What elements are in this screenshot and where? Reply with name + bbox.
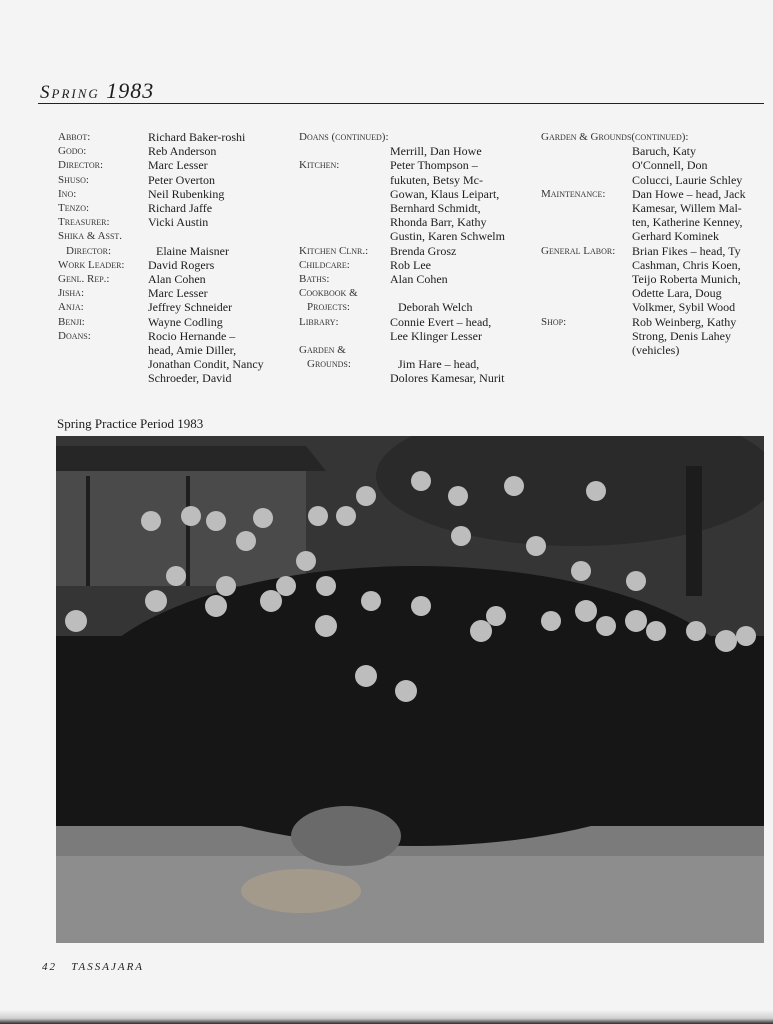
person-names: Gowan, Klaus Leipart, [390, 186, 500, 201]
role-label [299, 201, 390, 215]
role-label: Director: [58, 159, 104, 172]
roster-column-2 [299, 130, 529, 386]
title-season: Spring [40, 82, 100, 103]
person-names: Connie Evert – head, [390, 314, 492, 329]
roster-row [299, 258, 529, 272]
person-names [148, 229, 293, 243]
role-label [541, 229, 632, 243]
roster-row [541, 300, 765, 314]
role-label: General Labor: [541, 244, 616, 257]
role-label: Genl. Rep.: [58, 273, 110, 286]
roster-row [299, 158, 529, 172]
role-label [541, 215, 632, 229]
person-names: Peter Thompson – [390, 158, 478, 173]
person-names: Richard Baker-roshi [148, 130, 246, 144]
person-names [688, 130, 765, 144]
roster-row [541, 329, 765, 343]
role-label [541, 158, 632, 172]
roster-row [541, 343, 765, 357]
role-label [58, 371, 148, 385]
roster-row [541, 272, 765, 286]
person-names: Peter Overton [148, 172, 215, 187]
person-names: Rocio Hernande – [148, 328, 236, 343]
person-names: Cashman, Chris Koen, [632, 257, 741, 272]
role-label [541, 272, 632, 286]
roster-row [58, 201, 293, 215]
person-names: Teijo Roberta Munich, [632, 272, 741, 287]
role-label: Anja: [58, 301, 84, 314]
roster-row [541, 130, 765, 144]
roster-row [299, 343, 529, 357]
person-names: Strong, Denis Lahey [632, 328, 731, 343]
roster-column-3 [541, 130, 765, 357]
role-label: Doans: [58, 329, 91, 342]
roster-row [541, 244, 765, 258]
roster-row [541, 173, 765, 187]
roster-row [58, 215, 293, 229]
person-names: Brian Fikes – head, Ty [632, 243, 741, 258]
roster-row [58, 272, 293, 286]
roster-row [299, 357, 529, 371]
roster-row [299, 315, 529, 329]
role-label [299, 173, 390, 187]
roster-row [58, 158, 293, 172]
role-label: Shuso: [58, 173, 89, 186]
role-label [541, 329, 632, 343]
roster-row [541, 286, 765, 300]
roster-row [58, 343, 293, 357]
role-label: Garden & Grounds(continued): [541, 131, 689, 143]
role-label: Benji: [58, 315, 85, 328]
person-names: Jonathan Condit, Nancy [148, 357, 264, 372]
title-rule [38, 103, 764, 104]
roster-row [299, 329, 529, 343]
role-label: Doans (continued): [299, 131, 389, 143]
role-label: Garden & [299, 344, 346, 357]
person-names: Schroeder, David [148, 371, 232, 386]
roster-row [58, 315, 293, 329]
roster-row [299, 144, 529, 158]
page-number: 42 [42, 961, 57, 973]
role-label [299, 229, 390, 243]
group-photo [56, 436, 764, 943]
person-names: Wayne Codling [148, 314, 223, 329]
role-label: Maintenance: [541, 187, 606, 200]
role-label [299, 187, 390, 201]
person-names: fukuten, Betsy Mc- [390, 172, 483, 187]
roster-row [541, 215, 765, 229]
person-names: Jeffrey Schneider [148, 300, 233, 315]
role-label [541, 173, 632, 187]
person-names: Marc Lesser [148, 286, 208, 301]
person-names: Reb Anderson [148, 144, 217, 159]
roster-row [541, 187, 765, 201]
person-names: Dan Howe – head, Jack [632, 186, 746, 201]
person-names: Brenda Grosz [390, 243, 457, 258]
role-label: Cookbook & [299, 287, 358, 300]
roster-row [58, 130, 293, 144]
roster-row [58, 187, 293, 201]
person-names: (vehicles) [632, 343, 680, 358]
person-names: Alan Cohen [390, 272, 448, 287]
roster-row [58, 371, 293, 385]
roster-row [58, 144, 293, 158]
roster-row [541, 258, 765, 272]
person-names: Colucci, Laurie Schley [632, 172, 743, 187]
role-label: Shop: [541, 315, 567, 328]
role-label: Shika & Asst. [58, 230, 123, 243]
person-names: ten, Katherine Kenney, [632, 215, 743, 230]
role-label [58, 357, 148, 371]
role-label: Childcare: [299, 258, 350, 271]
roster-row [58, 244, 293, 258]
person-names: Merrill, Dan Howe [390, 144, 482, 159]
person-names: Jim Hare – head, [398, 357, 480, 372]
role-label [541, 144, 632, 158]
person-names: Dolores Kamesar, Nurit [390, 371, 505, 386]
person-names: Baruch, Katy [632, 144, 696, 159]
roster-row [541, 144, 765, 158]
person-names: O'Connell, Don [632, 158, 708, 173]
role-label: Grounds: [307, 358, 351, 371]
roster-row [299, 272, 529, 286]
role-label: Baths: [299, 273, 330, 286]
role-label: Kitchen: [299, 159, 340, 172]
person-names: Volkmer, Sybil Wood [632, 300, 736, 315]
roster-row [299, 300, 529, 314]
person-names: Rob Lee [390, 257, 431, 272]
role-label [541, 300, 632, 314]
person-names [390, 286, 529, 300]
roster-row [58, 357, 293, 371]
role-label [299, 371, 390, 385]
roster-row [299, 173, 529, 187]
role-label: Treasurer: [58, 216, 110, 229]
role-label [541, 343, 632, 357]
person-names: Neil Rubenking [148, 186, 225, 201]
photo-caption: Spring Practice Period 1983 [57, 416, 204, 431]
roster-row [299, 244, 529, 258]
person-names: Odette Lara, Doug [632, 286, 722, 301]
role-label: Kitchen Clnr.: [299, 244, 369, 257]
roster-row [58, 229, 293, 243]
person-names: David Rogers [148, 257, 215, 272]
roster-row [58, 300, 293, 314]
title-year: 1983 [106, 78, 155, 103]
roster-row [299, 286, 529, 300]
roster-row [299, 215, 529, 229]
roster-row [299, 201, 529, 215]
person-names: Rhonda Barr, Kathy [390, 215, 487, 230]
roster-row [299, 371, 529, 385]
person-names: Gustin, Karen Schwelm [390, 229, 505, 244]
roster-row [299, 229, 529, 243]
roster-row [299, 187, 529, 201]
person-names: Lee Klinger Lesser [390, 328, 482, 343]
role-label [299, 215, 390, 229]
roster-row [299, 130, 529, 144]
person-names: Alan Cohen [148, 272, 206, 287]
roster-row [541, 201, 765, 215]
role-label [299, 329, 390, 343]
person-names: head, Amie Diller, [148, 343, 237, 358]
role-label: Tenzo: [58, 202, 90, 215]
role-label: Jisha: [58, 287, 85, 300]
role-label: Work Leader: [58, 258, 125, 271]
role-label: Projects: [307, 301, 350, 314]
person-names: Bernhard Schmidt, [390, 201, 481, 216]
person-names: Deborah Welch [398, 300, 473, 315]
role-label [541, 201, 632, 215]
person-names: Gerhard Kominek [632, 229, 719, 244]
role-label [541, 258, 632, 272]
role-label: Abbot: [58, 131, 91, 143]
person-names: Kamesar, Willem Mal- [632, 201, 742, 216]
role-label: Library: [299, 315, 339, 328]
role-label: Ino: [58, 187, 77, 200]
publication-name: TASSAJARA [71, 961, 145, 973]
page-title [40, 78, 154, 104]
role-label: Godo: [58, 145, 87, 158]
roster-row [58, 173, 293, 187]
role-label [58, 343, 148, 357]
roster-row [541, 315, 765, 329]
person-names: Rob Weinberg, Kathy [632, 314, 737, 329]
roster-column-1 [58, 130, 293, 386]
role-label: Director: [66, 244, 112, 257]
page-folio [42, 961, 144, 973]
roster-row [58, 286, 293, 300]
roster-row [541, 158, 765, 172]
person-names [390, 343, 529, 357]
person-names: Richard Jaffe [148, 201, 213, 216]
role-label [299, 144, 390, 158]
roster-row [58, 258, 293, 272]
person-names [389, 130, 529, 144]
roster-row [541, 229, 765, 243]
person-names: Elaine Maisner [156, 243, 229, 258]
role-label [541, 286, 632, 300]
roster-row [58, 329, 293, 343]
person-names: Vicki Austin [148, 215, 209, 230]
group-photo-illustration [56, 436, 764, 943]
person-names: Marc Lesser [148, 158, 208, 173]
